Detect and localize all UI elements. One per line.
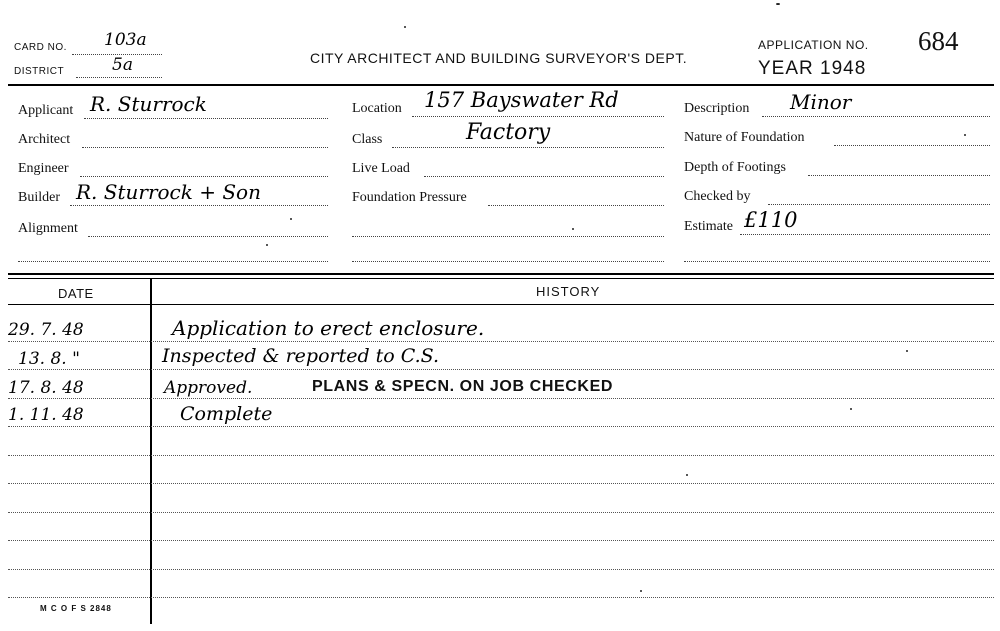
- entry-date: 1. 11. 48: [8, 405, 84, 425]
- estimate-value: £110: [744, 208, 798, 232]
- department-title: CITY ARCHITECT AND BUILDING SURVEYOR'S DEPT.: [310, 50, 688, 66]
- description-label: Description: [684, 101, 750, 116]
- class-rule: [392, 147, 664, 148]
- entry-text: Inspected & reported to C.S.: [162, 345, 440, 367]
- table-row: [8, 569, 994, 570]
- checked-rule: [768, 204, 990, 205]
- live-load-label: Live Load: [352, 161, 410, 176]
- table-row: [8, 341, 994, 342]
- application-label: APPLICATION NO.: [758, 38, 869, 52]
- card-no-value: 103a: [104, 30, 147, 50]
- date-column-divider: [150, 278, 152, 624]
- table-row: [8, 540, 994, 541]
- table-row: [8, 483, 994, 484]
- date-header: DATE: [58, 286, 94, 301]
- class-value: Factory: [466, 120, 551, 145]
- scan-speck: [906, 350, 908, 352]
- district-value: 5a: [112, 55, 133, 75]
- nature-rule: [834, 145, 990, 146]
- applicant-label: Applicant: [18, 103, 74, 118]
- card-no-label: CARD NO.: [14, 42, 67, 53]
- district-rule: [76, 77, 162, 78]
- alignment-rule-2: [18, 261, 328, 262]
- location-label: Location: [352, 101, 402, 116]
- scan-speck: [404, 26, 406, 28]
- col2-rule-a: [352, 236, 664, 237]
- builder-rule: [70, 205, 328, 206]
- alignment-rule: [88, 236, 328, 237]
- architect-label: Architect: [18, 132, 71, 147]
- year-label: YEAR 1948: [758, 58, 867, 79]
- scan-speck: [850, 408, 852, 410]
- table-row: [8, 512, 994, 513]
- location-rule: [412, 116, 664, 117]
- description-value: Minor: [790, 90, 852, 114]
- depth-rule: [808, 175, 990, 176]
- entry-text: Approved.: [164, 378, 253, 398]
- table-top-rule-2: [8, 278, 994, 279]
- header-bottom-rule: [8, 304, 994, 305]
- district-label: DISTRICT: [14, 66, 65, 77]
- entry-text: Application to erect enclosure.: [172, 316, 485, 340]
- nature-of-foundation-label: Nature of Foundation: [684, 130, 805, 145]
- architect-rule: [82, 147, 328, 148]
- form-code: M C O F S 2848: [40, 604, 112, 613]
- foundation-pressure-label: Foundation Pressure: [352, 190, 467, 205]
- table-row: [8, 369, 994, 370]
- scan-speck: [964, 134, 966, 136]
- alignment-label: Alignment: [18, 221, 78, 236]
- engineer-label: Engineer: [18, 161, 69, 176]
- scan-speck: [776, 3, 780, 5]
- entry-date: 13. 8. ": [18, 349, 80, 369]
- location-value: 157 Bayswater Rd: [424, 88, 619, 112]
- applicant-rule: [84, 118, 328, 119]
- col3-rule-b: [684, 261, 990, 262]
- scan-speck: [640, 590, 642, 592]
- checked-by-label: Checked by: [684, 189, 751, 204]
- entry-text: Complete: [180, 403, 273, 425]
- engineer-rule: [80, 176, 328, 177]
- scan-speck: [266, 244, 268, 246]
- builder-label: Builder: [18, 190, 60, 205]
- table-row: [8, 426, 994, 427]
- class-label: Class: [352, 132, 383, 147]
- checked-stamp: PLANS & SPECN. ON JOB CHECKED: [312, 378, 613, 395]
- table-row: [8, 398, 994, 399]
- scan-speck: [290, 218, 292, 220]
- application-number: 684: [918, 26, 959, 56]
- scan-speck: [572, 228, 574, 230]
- table-top-rule: [8, 273, 994, 275]
- table-row: [8, 597, 994, 598]
- foundation-pressure-rule: [488, 205, 664, 206]
- entry-date: 29. 7. 48: [8, 320, 84, 340]
- live-load-rule: [424, 176, 664, 177]
- estimate-label: Estimate: [684, 219, 733, 234]
- history-header: HISTORY: [536, 284, 601, 299]
- applicant-value: R. Sturrock: [90, 92, 207, 116]
- depth-of-footings-label: Depth of Footings: [684, 160, 786, 175]
- col2-rule-b: [352, 261, 664, 262]
- entry-date: 17. 8. 48: [8, 378, 84, 398]
- estimate-rule: [740, 234, 990, 235]
- scan-speck: [686, 474, 688, 476]
- header-rule: [8, 84, 994, 86]
- description-rule: [762, 116, 990, 117]
- table-row: [8, 455, 994, 456]
- builder-value: R. Sturrock + Son: [76, 180, 261, 204]
